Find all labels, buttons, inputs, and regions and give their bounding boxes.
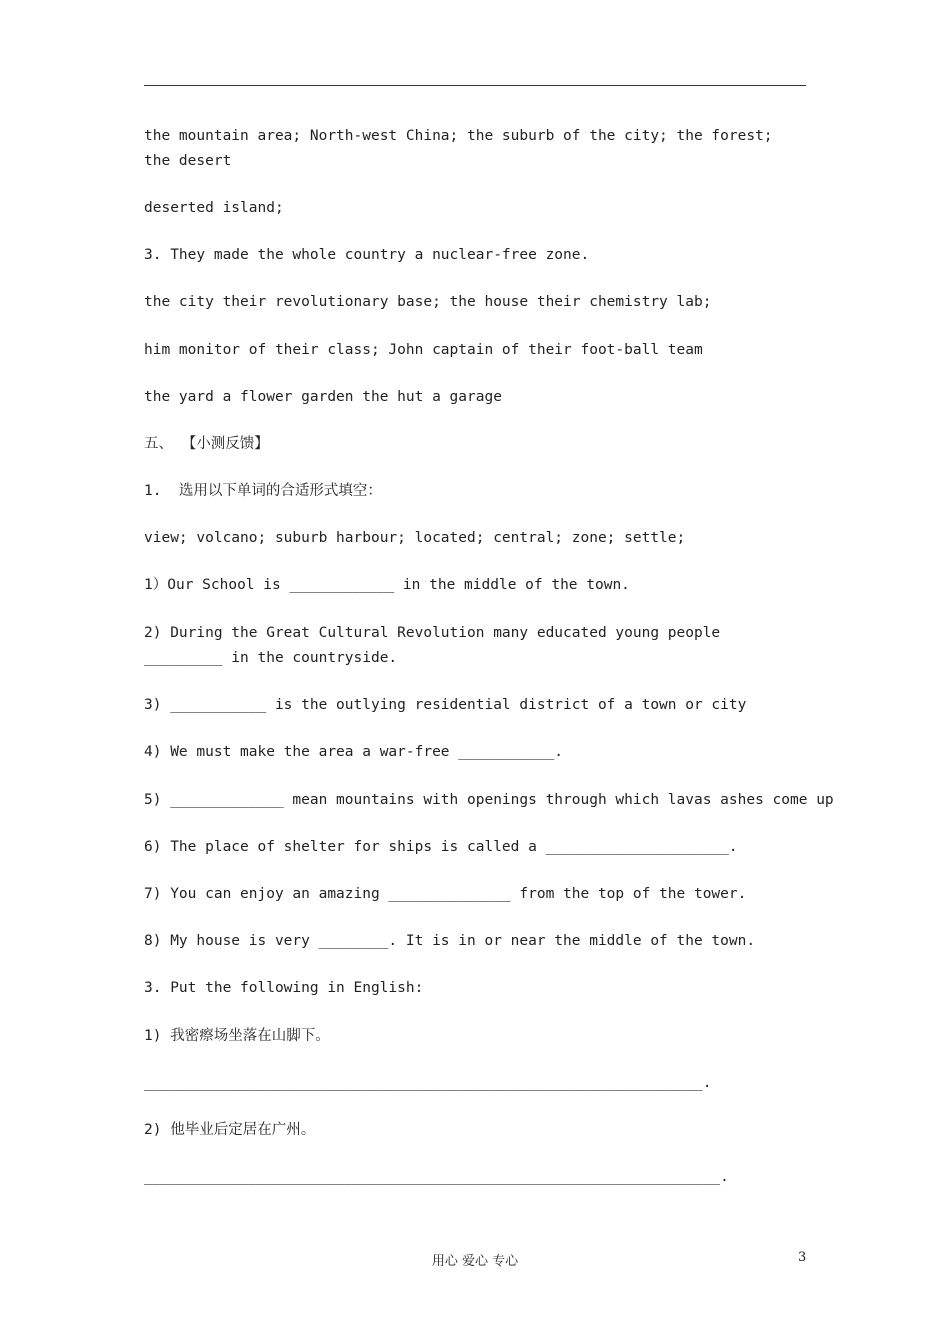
question-8: 8) My house is very ________. It is in or near the middle of the town. [144,933,756,949]
question-2: 2) During the Great Cultural Revolution many educated young people _________ in the countryside. [144,625,721,666]
answer-line-2: __________________________________________________________________. [144,1169,729,1185]
section-heading: 五、 【小测反馈】 [144,436,269,452]
word-bank: view; volcano; suburb harbour; located; central; zone; settle; [144,530,686,546]
translation-instruction: 3. Put the following in English: [144,980,424,996]
question-7: 7) You can enjoy an amazing ______________ from the top of the tower. [144,886,747,902]
text-line-3: 3. They made the whole country a nuclear-free zone. [144,247,590,263]
question-3: 3) ___________ is the outlying residential district of a town or city [144,697,747,713]
question-1: 1）Our School is ____________ in the middle of the town. [144,577,630,593]
header-rule [144,85,806,86]
exercise-instruction: 1. 选用以下单词的合适形式填空： [144,483,382,499]
question-4: 4) We must make the area a war-free ___________. [144,744,564,760]
footer-text: 用心 爱心 专心 [431,1254,519,1269]
text-line-4: the city their revolutionary base; the house their chemistry lab; [144,294,712,310]
text-line-1: the mountain area; North-west China; the suburb of the city; the forest; the desert [144,128,773,169]
question-5: 5) _____________ mean mountains with openings through which lavas ashes come up [144,792,834,808]
page-number: 3 [798,1250,807,1265]
text-line-2: deserted island; [144,200,284,216]
answer-line-1: ________________________________________________________________. [144,1075,712,1091]
text-line-5: him monitor of their class; John captain of their foot-ball team [144,342,703,358]
text-line-6: the yard a flower garden the hut a garage [144,389,502,405]
translation-2: 2) 他毕业后定居在广州。 [144,1122,316,1138]
question-6: 6) The place of shelter for ships is called a _____________________. [144,839,738,855]
translation-1: 1) 我密瘵场坐落在山脚下。 [144,1028,330,1044]
